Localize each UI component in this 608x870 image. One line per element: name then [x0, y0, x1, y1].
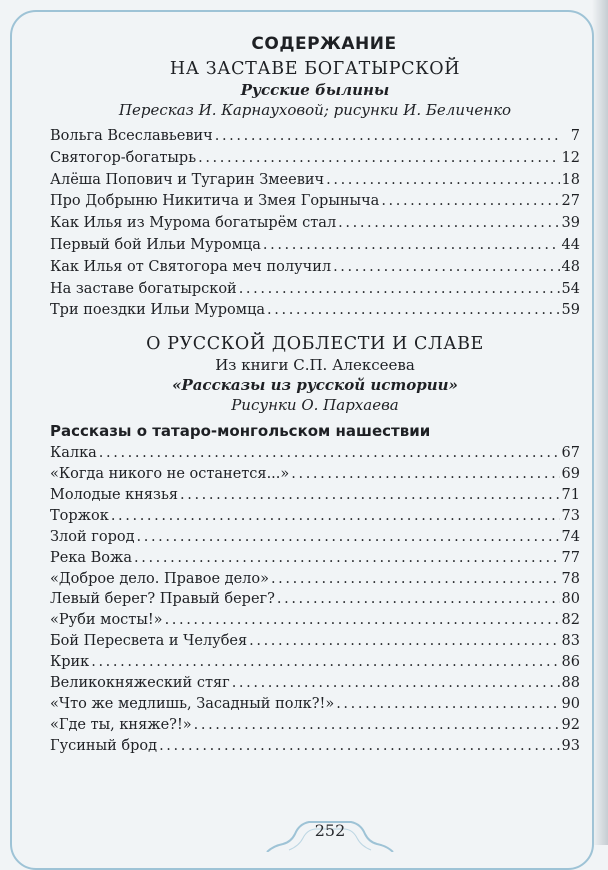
toc-entry[interactable]: [50, 170, 580, 192]
toc-entry[interactable]: [50, 235, 580, 257]
toc-entry-title: Калка: [50, 445, 97, 462]
dot-leader: [249, 631, 559, 652]
dot-leader: [267, 300, 560, 322]
toc-entry[interactable]: [50, 673, 580, 694]
toc-entry-page: 78: [561, 570, 580, 587]
dot-leader: [165, 610, 560, 631]
dot-leader: [326, 170, 559, 192]
toc-entry[interactable]: [50, 506, 580, 527]
toc-entry[interactable]: [50, 652, 580, 673]
toc-entry-page: 44: [561, 236, 580, 253]
toc-entry-page: 93: [561, 737, 580, 754]
toc-entry-page: 77: [561, 549, 580, 566]
toc-entry[interactable]: [50, 213, 580, 235]
toc-entry[interactable]: [50, 715, 580, 736]
toc-entry-page: 71: [561, 486, 580, 503]
toc-entry-title: Злой город: [50, 528, 135, 545]
toc-entry-title: Три поездки Ильи Муромца: [50, 302, 266, 319]
dot-leader: [381, 191, 559, 213]
toc-entry-title: Святогор-богатырь: [50, 149, 197, 166]
toc-entry-title: Бой Пересвета и Челубея: [50, 633, 248, 650]
toc-entry-title: Как Илья от Святогора меч получил: [50, 258, 332, 275]
toc-entry-title: «Что же медлишь, Засадный полк?!»: [50, 695, 335, 712]
toc-entry[interactable]: [50, 126, 580, 148]
page-number: 252: [314, 821, 346, 840]
section1-toc-list: [50, 126, 580, 322]
dot-leader: [198, 148, 559, 170]
section2-book-title: «Рассказы из русской истории»: [172, 376, 458, 395]
toc-entry[interactable]: [50, 148, 580, 170]
toc-entry-page: 12: [561, 149, 580, 166]
dot-leader: [99, 443, 560, 464]
dot-leader: [291, 464, 559, 485]
dot-leader: [277, 589, 560, 610]
dot-leader: [111, 506, 560, 527]
toc-entry[interactable]: [50, 300, 580, 322]
dot-leader: [336, 694, 559, 715]
dot-leader: [137, 527, 560, 548]
section1-subtitle: Русские былины: [240, 81, 390, 99]
toc-entry-page: 92: [561, 716, 580, 733]
toc-entry[interactable]: [50, 631, 580, 652]
toc-entry-page: 82: [561, 612, 580, 629]
toc-entry-page: 27: [561, 193, 580, 210]
toc-entry-page: 80: [561, 591, 580, 608]
dot-leader: [333, 257, 559, 279]
dot-leader: [194, 715, 560, 736]
section2-credits: Рисунки О. Пархаева: [231, 396, 399, 415]
toc-entry[interactable]: [50, 736, 580, 757]
toc-entry-title: Молодые князья: [50, 486, 179, 503]
dot-leader: [134, 548, 560, 569]
subsection-heading: Рассказы о татаро-монгольском нашествии: [50, 422, 431, 441]
section2-toc-list: [50, 443, 580, 756]
toc-entry-title: Гусиный брод: [50, 737, 158, 754]
toc-entry[interactable]: [50, 464, 580, 485]
dot-leader: [215, 126, 560, 148]
toc-entry-title: Крик: [50, 654, 90, 671]
toc-entry-page: 69: [561, 466, 580, 483]
toc-entry[interactable]: [50, 527, 580, 548]
dot-leader: [271, 569, 560, 590]
toc-entry-page: 83: [561, 633, 580, 650]
toc-entry-page: 7: [570, 128, 580, 144]
toc-entry[interactable]: [50, 485, 580, 506]
toc-entry-page: 73: [561, 507, 580, 524]
section1-credits: Пересказ И. Карнауховой; рисунки И. Беличенко: [118, 101, 512, 119]
section2-source: Из книги С.П. Алексеева: [215, 356, 415, 375]
toc-entry-title: «Когда никого не останется...»: [50, 466, 290, 483]
dot-leader: [239, 279, 560, 301]
toc-entry-page: 88: [561, 674, 580, 691]
page-gutter-shadow: [592, 0, 608, 845]
toc-entry-title: «Руби мосты!»: [50, 612, 163, 629]
section1-heading: НА ЗАСТАВЕ БОГАТЫРСКОЙ: [169, 59, 461, 79]
contents-page: [50, 30, 580, 757]
toc-entry-page: 67: [561, 445, 580, 462]
dot-leader: [91, 652, 559, 673]
toc-entry-page: 74: [561, 528, 580, 545]
dot-leader: [263, 235, 560, 257]
toc-entry[interactable]: [50, 569, 580, 590]
toc-entry-page: 48: [561, 258, 580, 275]
toc-entry[interactable]: [50, 191, 580, 213]
toc-entry-title: Торжок: [50, 507, 109, 524]
toc-entry-title: Вольга Всеславьевич: [50, 128, 213, 144]
section2-heading: О РУССКОЙ ДОБЛЕСТИ И СЛАВЕ: [146, 334, 484, 355]
page-title: СОДЕРЖАНИЕ: [251, 34, 397, 54]
toc-entry[interactable]: [50, 443, 580, 464]
toc-entry-title: Алёша Попович и Тугарин Змеевич: [50, 171, 325, 188]
toc-entry-page: 90: [561, 695, 580, 712]
toc-entry[interactable]: [50, 279, 580, 301]
toc-entry[interactable]: [50, 548, 580, 569]
toc-entry-title: «Доброе дело. Правое дело»: [50, 570, 269, 587]
dot-leader: [180, 485, 560, 506]
toc-entry-page: 59: [561, 302, 580, 319]
toc-entry[interactable]: [50, 257, 580, 279]
toc-entry-title: Река Вожа: [50, 549, 133, 566]
toc-entry-page: 39: [561, 215, 580, 232]
toc-entry-page: 18: [561, 171, 580, 188]
toc-entry-title: Про Добрыню Никитича и Змея Горыныча: [50, 193, 380, 210]
toc-entry[interactable]: [50, 589, 580, 610]
toc-entry-page: 54: [561, 280, 580, 297]
toc-entry-title: На заставе богатырской: [50, 280, 237, 297]
toc-entry-title: Как Илья из Мурома богатырём стал: [50, 215, 337, 232]
toc-entry-page: 86: [561, 654, 580, 671]
toc-entry[interactable]: [50, 610, 580, 631]
toc-entry[interactable]: [50, 694, 580, 715]
dot-leader: [159, 736, 559, 757]
toc-entry-title: Великокняжеский стяг: [50, 674, 230, 691]
toc-entry-title: Левый берег? Правый берег?: [50, 591, 275, 608]
dot-leader: [338, 213, 559, 235]
dot-leader: [232, 673, 560, 694]
toc-entry-title: «Где ты, княже?!»: [50, 716, 192, 733]
toc-entry-title: Первый бой Ильи Муромца: [50, 236, 261, 253]
